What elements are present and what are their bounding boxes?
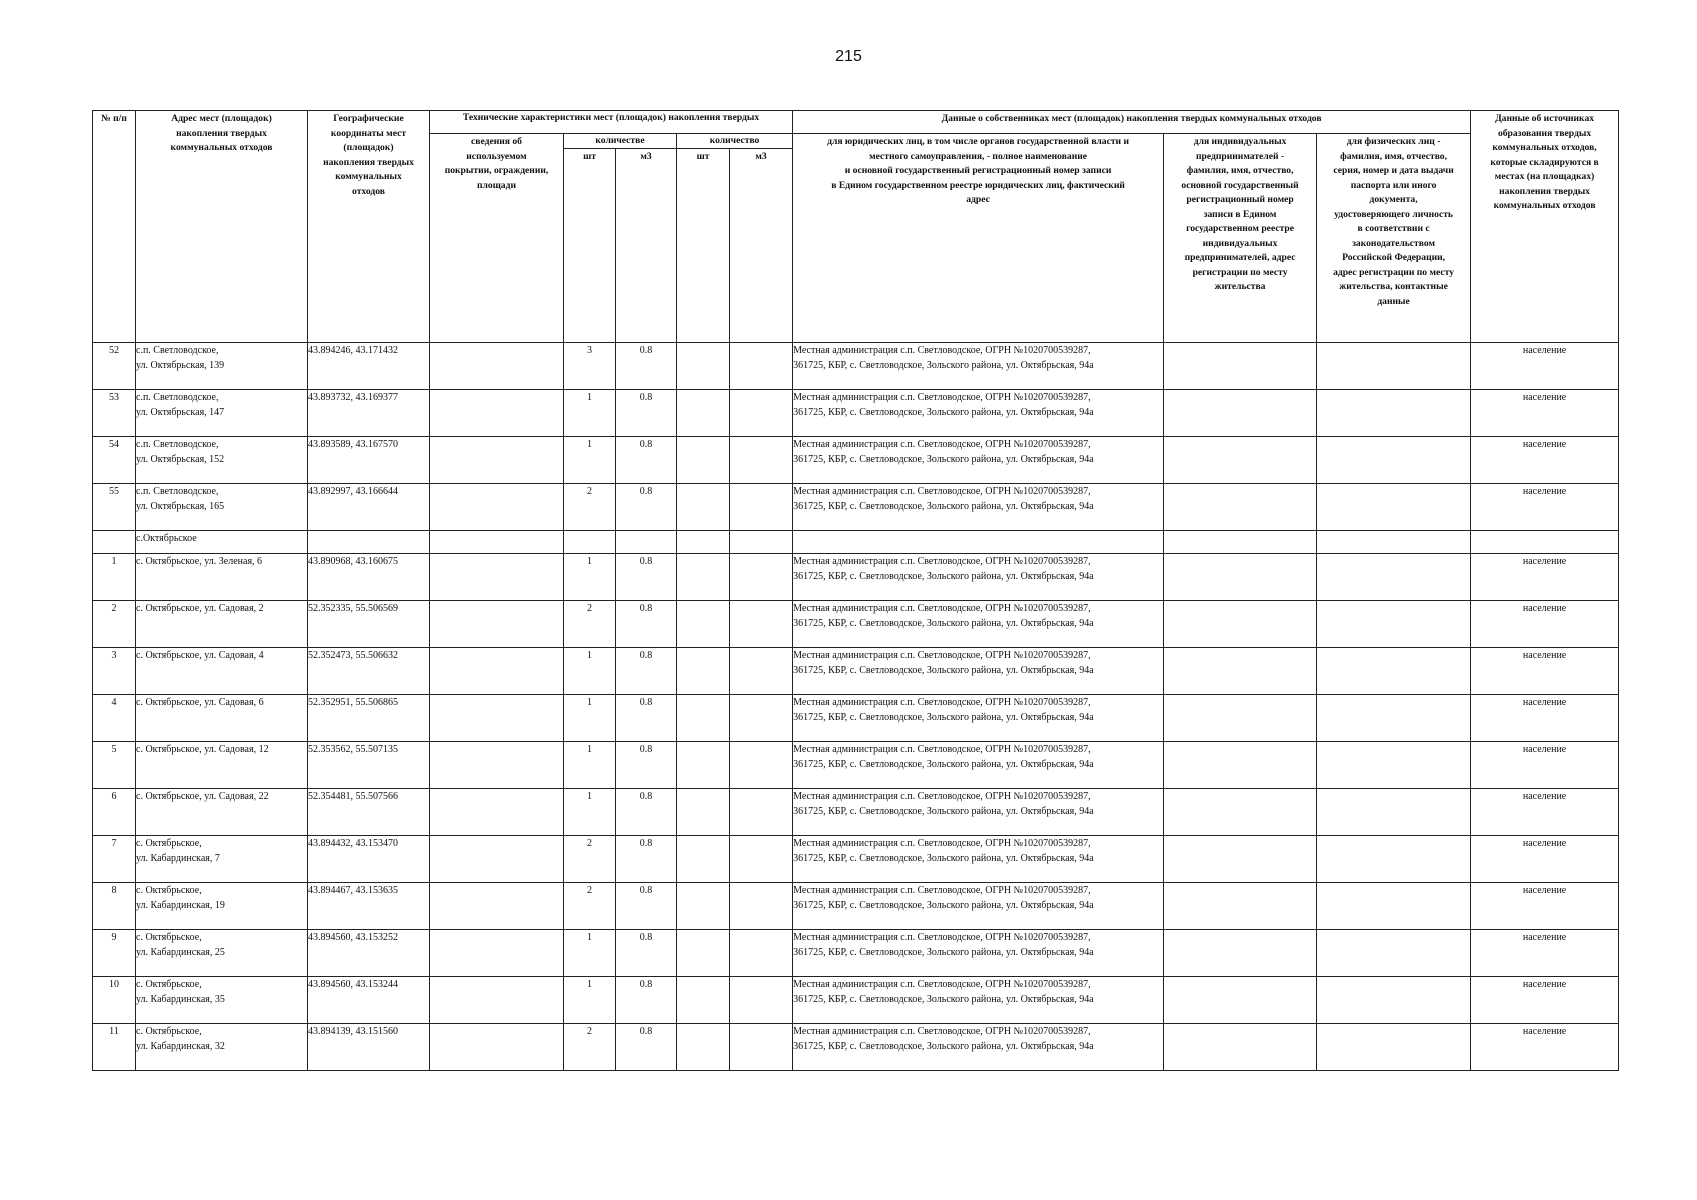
row-owner-person bbox=[1317, 789, 1471, 836]
row-qty: 1 bbox=[564, 930, 616, 977]
row-address: с. Октябрьское, ул. Кабардинская, 32 bbox=[136, 1024, 308, 1071]
row-owner-ip bbox=[1164, 836, 1317, 883]
row-coords: 52.352473, 55.506632 bbox=[308, 648, 430, 695]
row-source: население bbox=[1471, 742, 1619, 789]
table-row bbox=[93, 484, 1619, 531]
row-volume: 0.8 bbox=[616, 601, 677, 648]
header-sources: Данные об источниках образования твердых коммунальных отходов, которые складируются в местах (на площадках) накопления твердых коммунальных отходов bbox=[1471, 111, 1619, 343]
header-tech-cover: сведения об используемом покрытии, ограждении, площади bbox=[430, 134, 564, 343]
row-owner-ip bbox=[1164, 437, 1317, 484]
row-source: население bbox=[1471, 883, 1619, 930]
row-owner-ip bbox=[1164, 977, 1317, 1024]
table-row bbox=[93, 930, 1619, 977]
row-qty-planned bbox=[677, 390, 730, 437]
row-owner-ip bbox=[1164, 484, 1317, 531]
row-owner-person bbox=[1317, 648, 1471, 695]
row-source: население bbox=[1471, 484, 1619, 531]
row-owner-person bbox=[1317, 930, 1471, 977]
row-owner-legal: Местная администрация с.п. Светловодское, ОГРН №1020700539287, 361725, КБР, с. Светловодское, Зольского района, ул. Октябрьская, 94а bbox=[793, 836, 1164, 883]
row-qty: 2 bbox=[564, 883, 616, 930]
row-owner-ip bbox=[1164, 554, 1317, 601]
row-coords: 43.893589, 43.167570 bbox=[308, 437, 430, 484]
row-address: с. Октябрьское, ул. Садовая, 22 bbox=[136, 789, 308, 836]
row-volume: 0.8 bbox=[616, 1024, 677, 1071]
row-owner-legal: Местная администрация с.п. Светловодское, ОГРН №1020700539287, 361725, КБР, с. Светловодское, Зольского района, ул. Октябрьская, 94а bbox=[793, 554, 1164, 601]
row-volume-planned bbox=[730, 390, 793, 437]
row-qty-planned bbox=[677, 883, 730, 930]
row-qty-planned bbox=[677, 977, 730, 1024]
row-qty: 1 bbox=[564, 742, 616, 789]
table-body-svetlovodskoe bbox=[93, 343, 1619, 531]
row-cover bbox=[430, 836, 564, 883]
row-owner-person bbox=[1317, 390, 1471, 437]
table-row bbox=[93, 601, 1619, 648]
row-volume-planned bbox=[730, 554, 793, 601]
row-qty-planned bbox=[677, 836, 730, 883]
row-address: с. Октябрьское, ул. Зеленая, 6 bbox=[136, 554, 308, 601]
row-volume: 0.8 bbox=[616, 977, 677, 1024]
row-volume: 0.8 bbox=[616, 836, 677, 883]
row-qty-planned bbox=[677, 484, 730, 531]
row-cover bbox=[430, 789, 564, 836]
table-row bbox=[93, 742, 1619, 789]
row-address: с.п. Светловодское, ул. Октябрьская, 147 bbox=[136, 390, 308, 437]
row-coords: 43.894432, 43.153470 bbox=[308, 836, 430, 883]
row-coords: 43.894560, 43.153244 bbox=[308, 977, 430, 1024]
page-number: 215 bbox=[835, 48, 862, 65]
row-coords: 52.354481, 55.507566 bbox=[308, 789, 430, 836]
row-owner-legal: Местная администрация с.п. Светловодское, ОГРН №1020700539287, 361725, КБР, с. Светловодское, Зольского района, ул. Октябрьская, 94а bbox=[793, 390, 1164, 437]
row-cover bbox=[430, 742, 564, 789]
row-cover bbox=[430, 601, 564, 648]
row-qty: 1 bbox=[564, 390, 616, 437]
row-volume-planned bbox=[730, 930, 793, 977]
header-unit-pcs-2: шт bbox=[677, 149, 730, 343]
header-address: Адрес мест (площадок) накопления твердых коммунальных отходов bbox=[136, 111, 308, 343]
row-owner-ip bbox=[1164, 742, 1317, 789]
row-coords: 43.894467, 43.153635 bbox=[308, 883, 430, 930]
row-owner-ip bbox=[1164, 343, 1317, 390]
row-owner-legal: Местная администрация с.п. Светловодское, ОГРН №1020700539287, 361725, КБР, с. Светловодское, Зольского района, ул. Октябрьская, 94а bbox=[793, 601, 1164, 648]
row-source: население bbox=[1471, 695, 1619, 742]
table-row bbox=[93, 437, 1619, 484]
row-owner-legal: Местная администрация с.п. Светловодское, ОГРН №1020700539287, 361725, КБР, с. Светловодское, Зольского района, ул. Октябрьская, 94а bbox=[793, 437, 1164, 484]
row-volume-planned bbox=[730, 437, 793, 484]
row-owner-legal: Местная администрация с.п. Светловодское, ОГРН №1020700539287, 361725, КБР, с. Светловодское, Зольского района, ул. Октябрьская, 94а bbox=[793, 484, 1164, 531]
header-unit-pcs: шт bbox=[564, 149, 616, 343]
row-owner-person bbox=[1317, 484, 1471, 531]
row-cover bbox=[430, 648, 564, 695]
row-coords: 52.352951, 55.506865 bbox=[308, 695, 430, 742]
row-owner-ip bbox=[1164, 695, 1317, 742]
table-row bbox=[93, 648, 1619, 695]
row-address: с.п. Светловодское, ул. Октябрьская, 139 bbox=[136, 343, 308, 390]
table-header bbox=[93, 111, 1619, 343]
row-volume: 0.8 bbox=[616, 789, 677, 836]
header-unit-m3-2: м3 bbox=[730, 149, 793, 343]
row-qty: 1 bbox=[564, 789, 616, 836]
row-source: население bbox=[1471, 977, 1619, 1024]
row-owner-legal: Местная администрация с.п. Светловодское, ОГРН №1020700539287, 361725, КБР, с. Светловодское, Зольского района, ул. Октябрьская, 94а bbox=[793, 930, 1164, 977]
row-cover bbox=[430, 343, 564, 390]
row-volume-planned bbox=[730, 883, 793, 930]
row-qty: 2 bbox=[564, 484, 616, 531]
row-owner-person bbox=[1317, 742, 1471, 789]
row-qty: 2 bbox=[564, 836, 616, 883]
row-owner-person bbox=[1317, 836, 1471, 883]
row-cover bbox=[430, 390, 564, 437]
row-coords: 43.890968, 43.160675 bbox=[308, 554, 430, 601]
row-source: население bbox=[1471, 390, 1619, 437]
row-owner-person bbox=[1317, 437, 1471, 484]
row-qty-planned bbox=[677, 648, 730, 695]
row-cover bbox=[430, 930, 564, 977]
row-address: с. Октябрьское, ул. Садовая, 12 bbox=[136, 742, 308, 789]
row-cover bbox=[430, 437, 564, 484]
table-row bbox=[93, 343, 1619, 390]
table-row bbox=[93, 554, 1619, 601]
row-owner-person bbox=[1317, 977, 1471, 1024]
row-owner-ip bbox=[1164, 601, 1317, 648]
row-volume: 0.8 bbox=[616, 484, 677, 531]
row-qty-planned bbox=[677, 930, 730, 977]
row-address: с. Октябрьское, ул. Садовая, 6 bbox=[136, 695, 308, 742]
table-row bbox=[93, 977, 1619, 1024]
row-number: 54 bbox=[93, 437, 136, 484]
row-number: 2 bbox=[93, 601, 136, 648]
row-owner-ip bbox=[1164, 390, 1317, 437]
row-address: с.п. Светловодское, ул. Октябрьская, 165 bbox=[136, 484, 308, 531]
row-address: с.п. Светловодское, ул. Октябрьская, 152 bbox=[136, 437, 308, 484]
row-owner-legal: Местная администрация с.п. Светловодское, ОГРН №1020700539287, 361725, КБР, с. Светловодское, Зольского района, ул. Октябрьская, 94а bbox=[793, 789, 1164, 836]
row-volume: 0.8 bbox=[616, 437, 677, 484]
row-owner-person bbox=[1317, 695, 1471, 742]
header-num: № п/п bbox=[93, 111, 136, 343]
row-cover bbox=[430, 977, 564, 1024]
header-coords: Географические координаты мест (площадок) накопления твердых коммунальных отходов bbox=[308, 111, 430, 343]
row-address: с. Октябрьское, ул. Кабардинская, 35 bbox=[136, 977, 308, 1024]
row-qty: 1 bbox=[564, 648, 616, 695]
row-qty: 1 bbox=[564, 437, 616, 484]
table-row bbox=[93, 1024, 1619, 1071]
row-address: с. Октябрьское, ул. Садовая, 4 bbox=[136, 648, 308, 695]
row-coords: 43.893732, 43.169377 bbox=[308, 390, 430, 437]
row-volume-planned bbox=[730, 484, 793, 531]
table-row bbox=[93, 836, 1619, 883]
table-row bbox=[93, 390, 1619, 437]
row-cover bbox=[430, 883, 564, 930]
row-number: 8 bbox=[93, 883, 136, 930]
row-qty-planned bbox=[677, 343, 730, 390]
row-source: население bbox=[1471, 930, 1619, 977]
row-volume-planned bbox=[730, 601, 793, 648]
row-source: население bbox=[1471, 1024, 1619, 1071]
row-owner-ip bbox=[1164, 1024, 1317, 1071]
row-qty: 3 bbox=[564, 343, 616, 390]
row-volume: 0.8 bbox=[616, 648, 677, 695]
table-row bbox=[93, 695, 1619, 742]
row-coords: 43.894139, 43.151560 bbox=[308, 1024, 430, 1071]
row-volume-planned bbox=[730, 648, 793, 695]
row-qty-planned bbox=[677, 1024, 730, 1071]
row-owner-legal: Местная администрация с.п. Светловодское, ОГРН №1020700539287, 361725, КБР, с. Светловодское, Зольского района, ул. Октябрьская, 94а bbox=[793, 1024, 1164, 1071]
row-owner-person bbox=[1317, 1024, 1471, 1071]
row-source: население bbox=[1471, 437, 1619, 484]
row-number: 3 bbox=[93, 648, 136, 695]
row-volume: 0.8 bbox=[616, 742, 677, 789]
row-coords: 52.353562, 55.507135 bbox=[308, 742, 430, 789]
row-owner-ip bbox=[1164, 789, 1317, 836]
header-qty-planned: количество bbox=[677, 134, 793, 149]
row-qty-planned bbox=[677, 554, 730, 601]
row-number: 55 bbox=[93, 484, 136, 531]
row-volume-planned bbox=[730, 1024, 793, 1071]
row-owner-legal: Местная администрация с.п. Светловодское, ОГРН №1020700539287, 361725, КБР, с. Светловодское, Зольского района, ул. Октябрьская, 94а bbox=[793, 742, 1164, 789]
row-source: население bbox=[1471, 648, 1619, 695]
row-number: 1 bbox=[93, 554, 136, 601]
row-owner-person bbox=[1317, 883, 1471, 930]
row-coords: 52.352335, 55.506569 bbox=[308, 601, 430, 648]
row-number: 10 bbox=[93, 977, 136, 1024]
row-address: с. Октябрьское, ул. Садовая, 2 bbox=[136, 601, 308, 648]
row-volume-planned bbox=[730, 836, 793, 883]
row-owner-ip bbox=[1164, 648, 1317, 695]
header-unit-m3: м3 bbox=[616, 149, 677, 343]
row-coords: 43.894560, 43.153252 bbox=[308, 930, 430, 977]
table-row bbox=[93, 883, 1619, 930]
header-owners-ip: для индивидуальных предпринимателей - фамилия, имя, отчество, основной государственный регистрационный номер записи в Едином государственном реестре индивидуальных предпринимателей, адрес регистрации по месту жительства bbox=[1164, 134, 1317, 343]
row-number: 4 bbox=[93, 695, 136, 742]
row-owner-person bbox=[1317, 343, 1471, 390]
row-number: 7 bbox=[93, 836, 136, 883]
header-owners: Данные о собственниках мест (площадок) накопления твердых коммунальных отходов bbox=[793, 111, 1471, 134]
header-owners-person: для физических лиц - фамилия, имя, отчество, серия, номер и дата выдачи паспорта или иного документа, удостоверяющего личность в соответствии с законодательством Российской Федерации, адрес регистрации по месту жительства, контактные данные bbox=[1317, 134, 1471, 343]
section-title: с.Октябрьское bbox=[136, 531, 308, 554]
row-volume-planned bbox=[730, 695, 793, 742]
row-source: население bbox=[1471, 554, 1619, 601]
row-owner-legal: Местная администрация с.п. Светловодское, ОГРН №1020700539287, 361725, КБР, с. Светловодское, Зольского района, ул. Октябрьская, 94а bbox=[793, 977, 1164, 1024]
row-volume: 0.8 bbox=[616, 930, 677, 977]
row-address: с. Октябрьское, ул. Кабардинская, 7 bbox=[136, 836, 308, 883]
row-cover bbox=[430, 554, 564, 601]
row-number: 53 bbox=[93, 390, 136, 437]
row-volume-planned bbox=[730, 789, 793, 836]
row-qty-planned bbox=[677, 437, 730, 484]
row-number: 6 bbox=[93, 789, 136, 836]
section-row-oktyabrskoe bbox=[93, 531, 1619, 554]
row-owner-legal: Местная администрация с.п. Светловодское, ОГРН №1020700539287, 361725, КБР, с. Светловодское, Зольского района, ул. Октябрьская, 94а bbox=[793, 343, 1164, 390]
row-qty-planned bbox=[677, 695, 730, 742]
row-qty: 2 bbox=[564, 601, 616, 648]
row-owner-legal: Местная администрация с.п. Светловодское, ОГРН №1020700539287, 361725, КБР, с. Светловодское, Зольского района, ул. Октябрьская, 94а bbox=[793, 883, 1164, 930]
row-cover bbox=[430, 1024, 564, 1071]
row-volume: 0.8 bbox=[616, 883, 677, 930]
row-number: 5 bbox=[93, 742, 136, 789]
row-qty: 1 bbox=[564, 554, 616, 601]
header-owners-legal: для юридических лиц, в том числе органов государственной власти и местного самоуправления, - полное наименование и основной государственный регистрационный номер записи в Едином государственном реестре юридических лиц, фактический адрес bbox=[793, 134, 1164, 343]
row-volume-planned bbox=[730, 343, 793, 390]
header-tech: Технические характеристики мест (площадок) накопления твердых bbox=[430, 111, 793, 134]
waste-sites-table bbox=[92, 110, 1619, 1071]
row-volume-planned bbox=[730, 977, 793, 1024]
row-source: население bbox=[1471, 343, 1619, 390]
row-address: с. Октябрьское, ул. Кабардинская, 19 bbox=[136, 883, 308, 930]
row-owner-ip bbox=[1164, 883, 1317, 930]
row-qty: 1 bbox=[564, 977, 616, 1024]
table-body-oktyabrskoe bbox=[93, 554, 1619, 1071]
row-volume: 0.8 bbox=[616, 343, 677, 390]
row-owner-legal: Местная администрация с.п. Светловодское, ОГРН №1020700539287, 361725, КБР, с. Светловодское, Зольского района, ул. Октябрьская, 94а bbox=[793, 648, 1164, 695]
row-volume: 0.8 bbox=[616, 390, 677, 437]
row-source: население bbox=[1471, 601, 1619, 648]
row-volume-planned bbox=[730, 742, 793, 789]
table-row bbox=[93, 789, 1619, 836]
row-qty-planned bbox=[677, 742, 730, 789]
row-source: население bbox=[1471, 789, 1619, 836]
row-address: с. Октябрьское, ул. Кабардинская, 25 bbox=[136, 930, 308, 977]
row-qty: 2 bbox=[564, 1024, 616, 1071]
row-cover bbox=[430, 484, 564, 531]
row-owner-legal: Местная администрация с.п. Светловодское, ОГРН №1020700539287, 361725, КБР, с. Светловодское, Зольского района, ул. Октябрьская, 94а bbox=[793, 695, 1164, 742]
row-coords: 43.892997, 43.166644 bbox=[308, 484, 430, 531]
row-number: 52 bbox=[93, 343, 136, 390]
row-volume: 0.8 bbox=[616, 554, 677, 601]
row-source: население bbox=[1471, 836, 1619, 883]
row-owner-person bbox=[1317, 554, 1471, 601]
row-volume: 0.8 bbox=[616, 695, 677, 742]
row-cover bbox=[430, 695, 564, 742]
row-qty-planned bbox=[677, 601, 730, 648]
row-qty: 1 bbox=[564, 695, 616, 742]
row-number: 11 bbox=[93, 1024, 136, 1071]
row-number: 9 bbox=[93, 930, 136, 977]
row-qty-planned bbox=[677, 789, 730, 836]
row-coords: 43.894246, 43.171432 bbox=[308, 343, 430, 390]
header-qty-placed: количестве bbox=[564, 134, 677, 149]
row-owner-person bbox=[1317, 601, 1471, 648]
row-owner-ip bbox=[1164, 930, 1317, 977]
